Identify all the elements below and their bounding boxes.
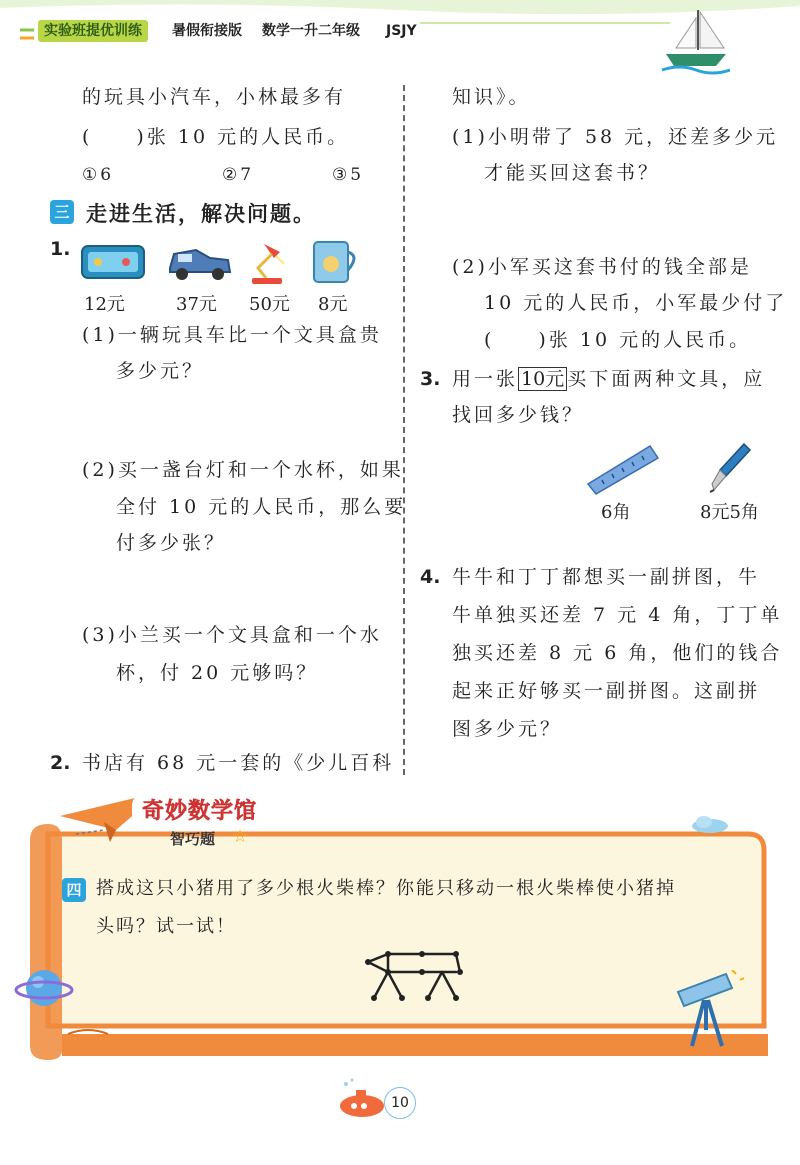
- telescope-icon: [670, 970, 750, 1052]
- question-number: 3.: [420, 368, 441, 390]
- puzzle-question-text: 搭成这只小猪用了多少根火柴棒？你能只移动一根火柴棒使小猪掉: [96, 878, 676, 899]
- price-pen: 8元5角: [700, 502, 759, 523]
- mug-icon: [314, 242, 354, 282]
- question-2-text: 书店有 68 元一套的《少儿百科: [82, 752, 395, 774]
- question-1-3-text: (3)小兰买一个文具盒和一个水: [82, 624, 382, 646]
- section-title: 走进生活，解决问题。: [86, 202, 316, 226]
- question-1-1-text: 多少元？: [116, 360, 205, 382]
- option-2: ②7: [222, 165, 255, 185]
- toy-car-icon: [170, 250, 230, 280]
- question-1-2-text: 付多少张？: [116, 532, 227, 554]
- question-4-text: 牛牛和丁丁都想买一副拼图，牛: [452, 566, 761, 588]
- matchstick-pig-diagram: [360, 950, 470, 1010]
- course-label: 数学一升二年级: [262, 23, 360, 39]
- sailboat-icon: [660, 4, 730, 76]
- page-header: [0, 0, 800, 52]
- question-1-2-text: (2)买一盏台灯和一个水杯，如果: [82, 459, 404, 481]
- price-desk-lamp: 50元: [249, 294, 290, 315]
- puzzle-question-text: 头吗？试一试！: [96, 916, 236, 937]
- star-icon: ☆: [232, 826, 249, 847]
- answer-blank-line: ( )张 10 元的人民币。: [484, 329, 752, 351]
- question-3-text: [452, 366, 765, 392]
- fountain-pen-icon: [704, 440, 754, 498]
- question-3-prefix: 用一张: [452, 368, 519, 390]
- scroll-banner: [28, 820, 773, 1065]
- desk-lamp-icon: [252, 244, 284, 284]
- question-2-continuation: 知识》。: [452, 86, 531, 108]
- code-label: JSJY: [386, 23, 417, 39]
- price-toy-car: 37元: [176, 294, 217, 315]
- question-2-1-text: 才能买回这套书？: [484, 162, 661, 184]
- question-4-text: 牛单独买还差 7 元 4 角，丁丁单: [452, 604, 783, 626]
- series-tag: 实验班提优训练: [38, 20, 148, 42]
- option-1: ①6: [82, 165, 115, 185]
- question-1-1-text: (1)一辆玩具车比一个文具盒贵: [82, 324, 382, 346]
- question-4-text: 起来正好够买一副拼图。这副拼: [452, 680, 761, 702]
- question-number: 4.: [420, 566, 441, 588]
- cloud-icon: [690, 814, 730, 834]
- option-3: ③5: [332, 165, 365, 185]
- question-number: 2.: [50, 752, 71, 774]
- question-3-suffix: 买下面两种文具，应: [567, 368, 766, 390]
- section-badge: 三: [50, 200, 74, 224]
- question-1-2-text: 全付 10 元的人民币，那么要: [116, 496, 407, 518]
- section-badge: 四: [62, 878, 86, 902]
- pencil-case-icon: [82, 246, 144, 278]
- page-number: 10: [384, 1087, 416, 1119]
- price-ruler: 6角: [601, 502, 631, 523]
- question-2-1-text: (1)小明带了 58 元，还差多少元: [452, 126, 779, 148]
- price-pencil-case: 12元: [84, 294, 125, 315]
- question-3-text: 找回多少钱？: [452, 404, 585, 426]
- column-divider: [403, 85, 405, 775]
- question-4-text: 图多少元？: [452, 718, 563, 740]
- banner-title: 奇妙数学馆: [132, 792, 267, 827]
- question-1-3-text: 杯，付 20 元够吗？: [116, 662, 319, 684]
- question-2-2-text: (2)小军买这套书付的钱全部是: [452, 256, 752, 278]
- question-continuation: 的玩具小汽车，小林最多有: [82, 86, 347, 108]
- price-mug: 8元: [318, 294, 348, 315]
- question-2-2-text: 10 元的人民币，小军最少付了: [484, 292, 788, 314]
- question-4-text: 独买还差 8 元 6 角，他们的钱合: [452, 642, 783, 664]
- planet-icon: [14, 962, 74, 1014]
- answer-blank-line: ( )张 10 元的人民币。: [82, 126, 350, 148]
- question-number: 1.: [50, 238, 71, 260]
- banner-subtitle: 智巧题: [170, 830, 216, 848]
- ruler-icon: [584, 440, 664, 496]
- money-box: 10元: [518, 367, 567, 391]
- product-images: [78, 238, 368, 288]
- edition-label: 暑假衔接版: [172, 23, 242, 39]
